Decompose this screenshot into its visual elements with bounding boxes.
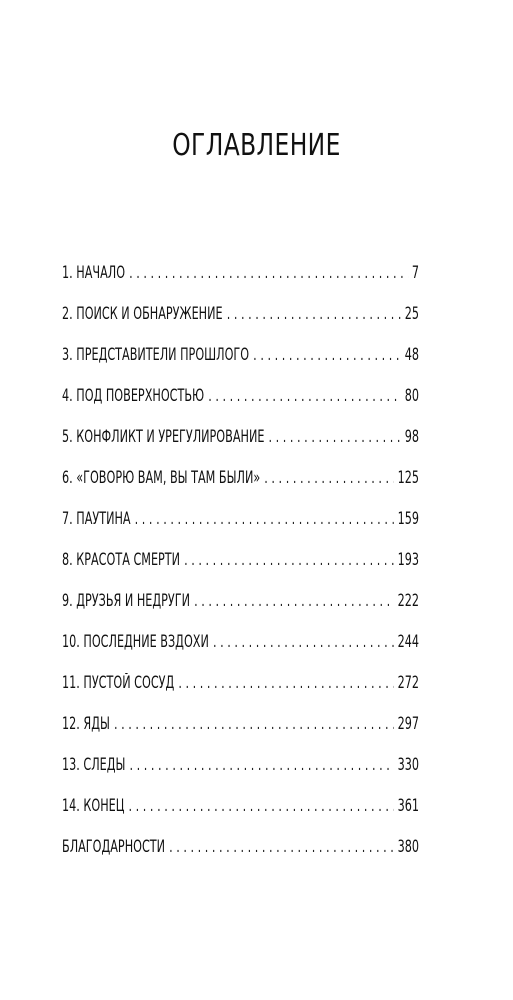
dot-leader (227, 300, 401, 328)
toc-row (62, 505, 419, 533)
dot-leader (184, 546, 393, 574)
toc-entry-page-number: 380 (397, 837, 419, 856)
toc-entry-3 (0, 341, 513, 382)
toc-entry-4 (0, 382, 513, 423)
toc-entry-9 (0, 587, 513, 628)
toc-entry-title: 1. НАЧАЛО (62, 263, 126, 282)
toc-row (62, 382, 419, 410)
toc-row (62, 341, 419, 369)
toc-entry-page-number: 25 (404, 304, 419, 323)
toc-entry-11 (0, 669, 513, 710)
toc-entry-title: 10. ПОСЛЕДНИЕ ВЗДОХИ (62, 632, 209, 651)
toc-entry-page-number: 244 (397, 632, 419, 651)
toc-entry-title: 6. «ГОВОРЮ ВАМ, ВЫ ТАМ БЫЛИ» (62, 468, 261, 487)
dot-leader (269, 423, 401, 451)
toc-entry-page-number: 297 (397, 714, 419, 733)
toc-row (62, 792, 419, 820)
toc-row (62, 259, 419, 287)
toc-entry-page-number: 361 (397, 796, 419, 815)
dot-leader (129, 792, 394, 820)
toc-entry-14 (0, 792, 513, 833)
toc-entry-6 (0, 464, 513, 505)
toc-entry-title: 11. ПУСТОЙ СОСУД (62, 673, 175, 692)
toc-entry-page-number: 80 (404, 386, 419, 405)
page-title: ОГЛАВЛЕНИЕ (172, 128, 341, 163)
toc-entry-8 (0, 546, 513, 587)
dot-leader (114, 710, 394, 738)
toc-row (62, 710, 419, 738)
toc-entry-12 (0, 710, 513, 751)
toc-entry-title: 13. СЛЕДЫ (62, 755, 126, 774)
toc-entry-title: 2. ПОИСК И ОБНАРУЖЕНИЕ (62, 304, 223, 323)
toc-entry-13 (0, 751, 513, 792)
dot-leader (208, 382, 400, 410)
toc-entry-title: 12. ЯДЫ (62, 714, 110, 733)
toc-entry-page-number: 193 (397, 550, 419, 569)
toc-entry-title: 9. ДРУЗЬЯ И НЕДРУГИ (62, 591, 190, 610)
dot-leader (178, 669, 393, 697)
toc-entry-2 (0, 300, 513, 341)
toc-row (62, 300, 419, 328)
toc-entry-page-number: 48 (404, 345, 419, 364)
toc-entry-title: 4. ПОД ПОВЕРХНОСТЬЮ (62, 386, 205, 405)
toc-row (62, 546, 419, 574)
toc-entry-5 (0, 423, 513, 464)
toc-entry-title: 14. КОНЕЦ (62, 796, 125, 815)
toc-entry-page-number: 330 (397, 755, 419, 774)
table-of-contents (0, 259, 513, 874)
toc-row (62, 669, 419, 697)
toc-entry-acknowledgements (0, 833, 513, 874)
dot-leader (213, 628, 394, 656)
dot-leader (194, 587, 393, 615)
toc-row (62, 423, 419, 451)
toc-entry-title: БЛАГОДАРНОСТИ (62, 837, 166, 856)
dot-leader (253, 341, 400, 369)
toc-row (62, 833, 419, 861)
toc-entry-page-number: 7 (411, 263, 419, 282)
toc-entry-title: 7. ПАУТИНА (62, 509, 131, 528)
toc-row (62, 628, 419, 656)
dot-leader (130, 751, 394, 779)
toc-entry-page-number: 98 (404, 427, 419, 446)
toc-entry-10 (0, 628, 513, 669)
toc-entry-page-number: 272 (397, 673, 419, 692)
toc-entry-title: 8. КРАСОТА СМЕРТИ (62, 550, 181, 569)
toc-entry-title: 3. ПРЕДСТАВИТЕЛИ ПРОШЛОГО (62, 345, 250, 364)
toc-entry-1 (0, 259, 513, 300)
toc-entry-page-number: 222 (397, 591, 419, 610)
dot-leader (135, 505, 394, 533)
toc-entry-title: 5. КОНФЛИКТ И УРЕГУЛИРОВАНИЕ (62, 427, 265, 446)
toc-entry-7 (0, 505, 513, 546)
toc-row (62, 464, 419, 492)
dot-leader (264, 464, 393, 492)
toc-row (62, 587, 419, 615)
toc-entry-page-number: 125 (397, 468, 419, 487)
dot-leader (129, 259, 408, 287)
toc-row (62, 751, 419, 779)
dot-leader (169, 833, 393, 861)
toc-entry-page-number: 159 (397, 509, 419, 528)
